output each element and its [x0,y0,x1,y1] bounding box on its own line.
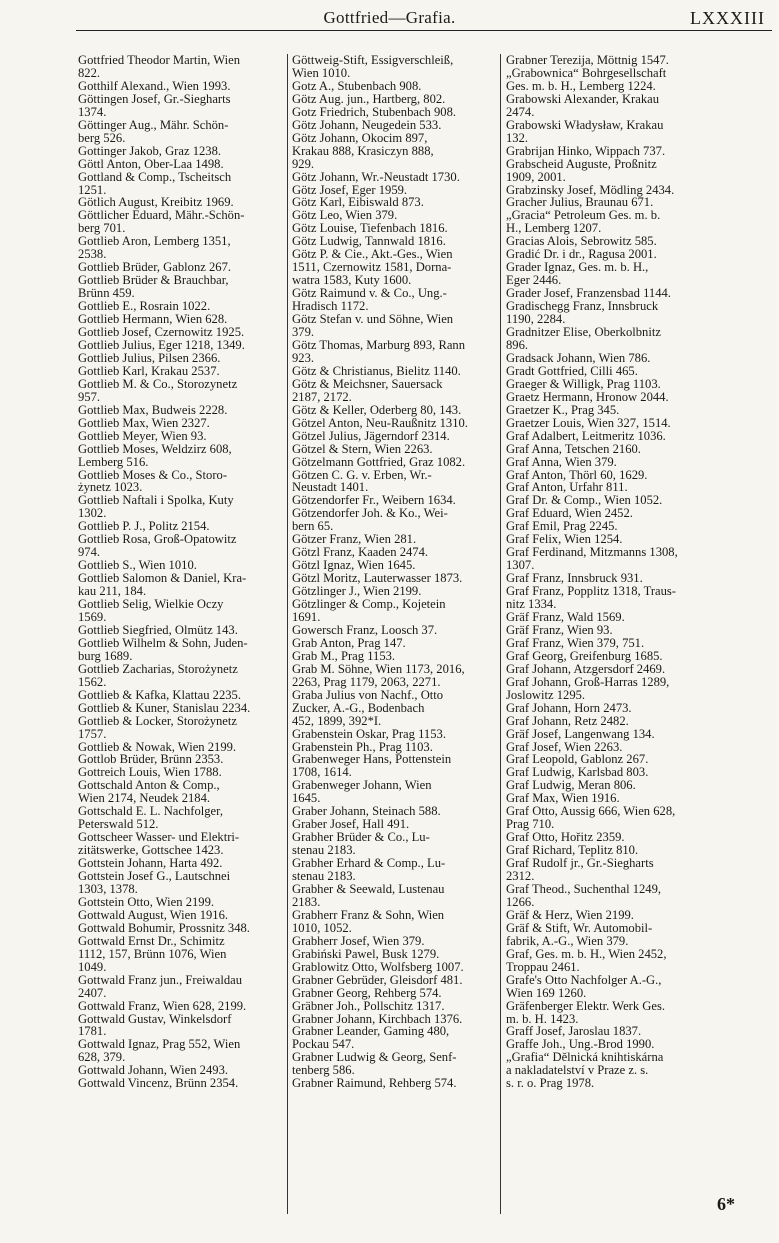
directory-entry-line: 1691. [292,609,321,624]
header-rule [76,30,772,31]
directory-entry-line: Troppau 2461. [506,959,580,974]
directory-entry-line: Götz Johann, Okocim 897, [292,130,428,145]
directory-entry-line: Gottlieb Siegfried, Olmütz 143. [78,622,238,637]
directory-entry-line: Gotthilf Alexand., Wien 1993. [78,78,231,93]
directory-entry-line: Eger 2446. [506,273,562,288]
directory-entry-line: Gottlieb & Nowak, Wien 2199. [78,739,237,754]
directory-entry-line: burg 1689. [78,648,133,663]
directory-entry-line: 2474. [506,104,535,119]
directory-entry-line: Grafe's Otto Nachfolger A.-G., [506,972,662,987]
directory-entry-line: 379. [292,325,315,340]
directory-entry-line: 132. [506,130,529,145]
directory-entry-line: 1010, 1052. [292,920,352,935]
directory-entry-line: Graf Johann, Horn 2473. [506,700,632,715]
directory-entry-line: Grabowski Alexander, Krakau [506,91,660,106]
directory-entry-line: Peterswald 512. [78,817,159,832]
directory-entry-line: Gottlieb & Locker, Storożynetz [78,713,237,728]
directory-entry-line: Grabherr Josef, Wien 379. [292,933,425,948]
directory-entry-line: Graf Emil, Prag 2245. [506,519,618,534]
directory-entry-line: Graf Rudolf jr., Gr.-Siegharts [506,856,654,871]
directory-entry-line: 1303, 1378. [78,882,138,896]
directory-entry-line: Götlich August, Kreibitz 1969. [78,195,234,210]
column-1 [78,54,284,1090]
directory-entry-line: Gradnitzer Elise, Oberkolbnitz [506,325,661,340]
directory-entry-line: Gottschald Anton & Comp., [78,778,220,793]
directory-entry-line: Gottstein Josef G., Lautschnei [78,869,231,884]
directory-entry-line: Gottschald E. L. Nachfolger, [78,804,223,819]
directory-entry-line: 1757. [78,726,107,741]
directory-entry-line: nitz 1334. [506,597,557,612]
directory-entry-line: Krakau 888, Krasiczyn 888, [292,143,434,158]
directory-entry-line: Graf Georg, Greifenburg 1685. [506,648,663,663]
directory-entry-line: Götzendorfer Joh. & Ko., Wei- [292,506,448,521]
directory-entry-line: 1112, 157, Brünn 1076, Wien [78,946,227,961]
directory-entry-line: 1049. [78,959,107,974]
directory-entry-line: Gottwald Ernst Dr., Schimitz [78,933,225,948]
directory-entry-line: Graf Franz, Innsbruck 931. [506,571,643,586]
directory-entry-line: Götzl Moritz, Lauterwasser 1873. [292,571,463,586]
directory-entry-line: Gottlieb Zacharias, Storożynetz [78,661,238,676]
directory-entry-line: Gottwald Gustav, Winkelsdorf [78,1011,232,1026]
directory-entry-line: Götz Karl, Eibiswald 873. [292,195,424,210]
directory-entry-line: Graf Franz, Popplitz 1318, Traus- [506,584,677,599]
directory-entry-line: 2312. [506,869,535,884]
directory-entry-line: Prag 710. [506,817,555,832]
directory-entry-line: Ges. m. b. H., Lemberg 1224. [506,78,656,93]
directory-entry-line: zitätswerke, Gottschee 1423. [78,843,224,858]
directory-entry-line: tenberg 586. [292,1063,355,1078]
directory-entry-line: a nakladatelství v Praze z. s. [506,1063,649,1078]
directory-entry-line: Graeger & Willigk, Prag 1103. [506,376,661,391]
directory-entry-line: Zucker, A.-G., Bodenbach [292,700,425,715]
directory-entry-line: Wien 2174, Neudek 2184. [78,791,211,806]
directory-entry-line: Gottlieb M. & Co., Storozynetz [78,376,238,391]
directory-entry-line: Göttlicher Eduard, Mähr.-Schön- [78,208,245,223]
directory-entry-line: 1374. [78,104,107,119]
directory-entry-line: Graf Johann, Atzgersdorf 2469. [506,661,666,676]
directory-entry-line: Gottlieb Moses, Weldzirz 608, [78,441,232,456]
directory-entry-line: Götz & Meichsner, Sauersack [292,376,443,391]
directory-entry-line: 2407. [78,985,107,1000]
directory-entry-line: Gottlob Brüder, Brünn 2353. [78,752,224,767]
directory-entry-line: Götz Thomas, Marburg 893, Rann [292,337,466,352]
directory-entry-line: Göttweig-Stift, Essigverschleiß, [292,53,454,67]
directory-entry-line: Grabenstein Oskar, Prag 1153. [292,726,446,741]
directory-entry-line: s. r. o. Prag 1978. [506,1076,595,1091]
column-divider [500,54,501,1214]
directory-entry-line: Gottwald Ignaz, Prag 552, Wien [78,1037,241,1052]
directory-entry-line: Grabenweger Hans, Pottenstein [292,752,452,767]
directory-entry-line: Graber Johann, Steinach 588. [292,804,441,819]
directory-entry-line: 1511, Czernowitz 1581, Dorna- [292,260,452,275]
signature-mark: 6* [717,1194,735,1214]
directory-entry-line: Grabenstein Ph., Prag 1103. [292,739,433,754]
directory-entry-line: Götzlinger & Comp., Kojetein [292,597,446,612]
directory-entry-line: Gottlieb Naftali i Spolka, Kuty [78,493,234,508]
directory-entry-line: Grabscheid Auguste, Proßnitz [506,156,657,171]
directory-entry-line: Grabner Gebrüder, Gleisdorf 481. [292,972,463,987]
directory-entry-line: Grader Ignaz, Ges. m. b. H., [506,260,649,275]
directory-entry-line: 1708, 1614. [292,765,352,780]
directory-entry-line: Graf Anton, Urfahr 811. [506,480,628,495]
directory-entry-line: Gottland & Comp., Tscheitsch [78,169,232,184]
directory-entry-line: Grabner Leander, Gaming 480, [292,1024,450,1039]
directory-entry-line: 1562. [78,674,107,689]
directory-entry-line: Götz Johann, Neugedein 533. [292,117,442,132]
directory-entry-line: Graf, Ges. m. b. H., Wien 2452, [506,946,667,961]
directory-entry-line: Gräfenberger Elektr. Werk Ges. [506,998,666,1013]
directory-entry-line: Graf Otto, Aussig 666, Wien 628, [506,804,676,819]
directory-entry-line: Gottlieb S., Wien 1010. [78,558,197,573]
directory-entry-line: Gradsack Johann, Wien 786. [506,350,651,365]
directory-entry-line: Grabzinsky Josef, Mödling 2434. [506,182,675,197]
directory-entry-line: Gottreich Louis, Wien 1788. [78,765,222,780]
directory-entry-line: 2183. [292,894,321,909]
directory-entry-line: Grabner Raimund, Rehberg 574. [292,1076,457,1091]
directory-entry-line: Graetzer Louis, Wien 327, 1514. [506,415,671,430]
directory-entry-line: Götzl Ignaz, Wien 1645. [292,558,416,573]
directory-entry-line: Hradisch 1172. [292,299,369,314]
directory-entry-line: Gottlieb Salomon & Daniel, Kra- [78,571,247,586]
directory-entry-line: Gottlieb Julius, Eger 1218, 1349. [78,337,245,352]
directory-entry-line: Gowersch Franz, Loosch 37. [292,622,438,637]
directory-entry-line: Grabrijan Hinko, Wippach 737. [506,143,666,158]
directory-entry-line: Grabenweger Johann, Wien [292,778,432,793]
directory-entry-line: Grabher Erhard & Comp., Lu- [292,856,446,871]
directory-entry-line: Gräf Franz, Wald 1569. [506,609,625,624]
directory-entry-line: Gottinger Jakob, Graz 1238. [78,143,222,158]
directory-entry-line: Graetz Hermann, Hronow 2044. [506,389,669,404]
directory-entry-line: żynetz 1023. [78,480,143,495]
directory-entry-line: 1190, 2284. [506,312,566,327]
directory-entry-line: 1307. [506,558,535,573]
directory-entry-line: 1909, 2001. [506,169,566,184]
directory-entry-line: Joslowitz 1295. [506,687,586,702]
directory-entry-line: Grabiński Pawel, Busk 1279. [292,946,440,961]
directory-entry-line: Götz Louise, Tiefenbach 1816. [292,221,448,236]
directory-entry-line: 923. [292,350,315,365]
directory-entry-line: Graf Ferdinand, Mitzmanns 1308, [506,545,678,560]
directory-entry-line: Grabner Ludwig & Georg, Senf- [292,1050,457,1065]
directory-entry-line: Gottwald Bohumir, Prossnitz 348. [78,920,250,935]
directory-entry-line: Graf Anna, Tetschen 2160. [506,441,641,456]
directory-entry-line: Gradischegg Franz, Innsbruck [506,299,659,314]
directory-entry-line: Graf Johann, Groß-Harras 1289, [506,674,670,689]
directory-entry-line: H., Lemberg 1207. [506,221,602,236]
directory-entry-line: Wien 169 1260. [506,985,587,1000]
directory-entry-line: Gottwald Vincenz, Brünn 2354. [78,1076,239,1091]
directory-entry-line: Gottwald Franz jun., Freiwaldau [78,972,243,987]
directory-entry-line: Graf Dr. & Comp., Wien 1052. [506,493,663,508]
directory-entry-line: Grabherr Franz & Sohn, Wien [292,907,445,922]
directory-entry-line: 1302. [78,506,107,521]
directory-entry-line: Gräbner Joh., Pollschitz 1317. [292,998,445,1013]
directory-entry-line: Gottlieb Josef, Czernowitz 1925. [78,325,245,340]
directory-entry-line: Graf Adalbert, Leitmeritz 1036. [506,428,666,443]
directory-entry-line: „Gracia“ Petroleum Ges. m. b. [506,208,661,223]
directory-entry-line: 2538. [78,247,107,262]
directory-entry-line: Göttinger Aug., Mähr. Schön- [78,117,229,132]
directory-entry-line: Grab M., Prag 1153. [292,648,396,663]
directory-entry-line: 822. [78,65,101,80]
directory-entry-line: Grablowitz Otto, Wolfsberg 1007. [292,959,464,974]
page-header [0,6,779,32]
directory-entry-line: Götzelmann Gottfried, Graz 1082. [292,454,466,469]
directory-entry-line: watra 1583, Kuty 1600. [292,273,412,288]
directory-entry-line: Gottlieb Selig, Wielkie Oczy [78,597,224,612]
directory-entry-line: 974. [78,545,101,560]
directory-entry-line: Gottlieb & Kuner, Stanislau 2234. [78,700,251,715]
directory-entry-line: Gottlieb Rosa, Groß-Opatowitz [78,532,237,547]
directory-entry-line: Graf Josef, Wien 2263. [506,739,623,754]
directory-entry-line: Wien 1010. [292,65,351,80]
directory-entry-line: Graf Richard, Teplitz 810. [506,843,639,858]
running-title: Gottfried—Grafia. [323,8,456,27]
page-number: LXXXIII [690,8,765,28]
directory-entry-line: Götzel Anton, Neu-Raußnitz 1310. [292,415,468,430]
directory-entry-line: Götz Aug. jun., Hartberg, 802. [292,91,446,106]
directory-entry-line: Gottlieb Wilhelm & Sohn, Juden- [78,635,248,650]
directory-entry-line: Graf Ludwig, Karlsbad 803. [506,765,649,780]
directory-entry-line: 1781. [78,1024,107,1039]
directory-entry-line: Grabher Brüder & Co., Lu- [292,830,430,845]
directory-entry-line: Götz Stefan v. und Söhne, Wien [292,312,454,327]
directory-entry-line: Graf Eduard, Wien 2452. [506,506,633,521]
directory-entry-line: Gottlieb Brüder, Gablonz 267. [78,260,232,275]
directory-entry-line: „Grafia“ Dělnická knihtiskárna [506,1050,664,1065]
directory-entry-line: Göttl Anton, Ober-Laa 1498. [78,156,224,171]
directory-entry-line: „Grabownica“ Bohrgesellschaft [506,65,667,80]
directory-entry-line: Götz & Keller, Oderberg 80, 143. [292,402,462,417]
directory-entry-line: Götzen C. G. v. Erben, Wr.- [292,467,432,482]
directory-entry-line: Gottlieb Julius, Pilsen 2366. [78,350,221,365]
directory-entry-line: Götz P. & Cie., Akt.-Ges., Wien [292,247,453,262]
directory-entry-line: Gottlieb E., Rosrain 1022. [78,299,211,314]
directory-entry-line: Gottlieb Max, Wien 2327. [78,415,210,430]
directory-entry-line: Gottstein Johann, Harta 492. [78,856,223,871]
directory-entry-line: Graf Johann, Retz 2482. [506,713,629,728]
directory-entry-line: Gottlieb & Kafka, Klattau 2235. [78,687,241,702]
directory-entry-line: Grabner Terezija, Möttnig 1547. [506,53,669,67]
directory-entry-line: Göttingen Josef, Gr.-Siegharts [78,91,231,106]
directory-entry-line: Götz Johann, Wr.-Neustadt 1730. [292,169,460,184]
directory-entry-line: 929. [292,156,315,171]
directory-entry-line: Pockau 547. [292,1037,355,1052]
directory-entry-line: Gottlieb Moses & Co., Storo- [78,467,228,482]
directory-entry-line: Grabner Georg, Rehberg 574. [292,985,442,1000]
directory-entry-line: Grabher & Seewald, Lustenau [292,882,445,896]
directory-entry-line: Graf Max, Wien 1916. [506,791,620,806]
directory-entry-line: Götz Ludwig, Tannwald 1816. [292,234,446,249]
directory-entry-line: Götzel & Stern, Wien 2263. [292,441,433,456]
directory-entry-line: Götzl Franz, Kaaden 2474. [292,545,429,560]
directory-entry-line: Gottlieb Meyer, Wien 93. [78,428,207,443]
directory-entry-line: 1266. [506,894,535,909]
directory-entry-line: stenau 2183. [292,843,356,858]
directory-entry-line: Götz & Christianus, Bielitz 1140. [292,363,461,378]
directory-entry-line: Gottlieb Hermann, Wien 628. [78,312,228,327]
directory-entry-line: Gotz A., Stubenbach 908. [292,78,422,93]
directory-entry-line: Graf Otto, Hořitz 2359. [506,830,625,845]
directory-entry-line: Gottlieb Karl, Krakau 2537. [78,363,220,378]
directory-entry-line: 957. [78,389,101,404]
directory-entry-line: Graf Felix, Wien 1254. [506,532,623,547]
directory-entry-line: Graf Theod., Suchenthal 1249, [506,882,662,896]
directory-entry-line: Gräf & Herz, Wien 2199. [506,907,634,922]
directory-entry-line: Gottfried Theodor Martin, Wien [78,53,241,67]
directory-entry-line: Götzel Julius, Jägerndorf 2314. [292,428,450,443]
directory-entry-line: Gracher Julius, Braunau 671. [506,195,654,210]
directory-entry-line: Götz Leo, Wien 379. [292,208,398,223]
directory-entry-line: Gradić Dr. i dr., Ragusa 2001. [506,247,657,262]
directory-entry-line: Grabowski Władysław, Krakau [506,117,664,132]
directory-entry-line: Götz Raimund v. & Co., Ung.- [292,286,447,301]
directory-entry-line: Graf Franz, Wien 379, 751. [506,635,645,650]
directory-entry-line: Graf Ludwig, Meran 806. [506,778,636,793]
directory-entry-line: Brünn 459. [78,286,135,301]
directory-entry-line: Gottscheer Wasser- und Elektri- [78,830,240,845]
directory-entry-line: Gottlieb Brüder & Brauchbar, [78,273,229,288]
directory-entry-line: kau 211, 184. [78,584,147,599]
directory-entry-line: fabrik, A.-G., Wien 379. [506,933,629,948]
directory-entry-line: 452, 1899, 392*I. [292,713,382,728]
column-2 [292,54,495,1090]
directory-entry-line: berg 701. [78,221,126,236]
directory-entry-line: Gottwald Johann, Wien 2493. [78,1063,229,1078]
directory-entry-line: Graf Anton, Thörl 60, 1629. [506,467,648,482]
column-3 [506,54,712,1090]
directory-entry-line: Götz Josef, Eger 1959. [292,182,408,197]
directory-entry-line: 1251. [78,182,107,197]
directory-entry-line: 896. [506,337,529,352]
directory-entry-line: Grabner Johann, Kirchbach 1376. [292,1011,463,1026]
directory-entry-line: Götzendorfer Fr., Weibern 1634. [292,493,456,508]
directory-entry-line: Graf Leopold, Gablonz 267. [506,752,649,767]
directory-entry-line: Gracias Alois, Sebrowitz 585. [506,234,657,249]
directory-entry-line: 628, 379. [78,1050,126,1065]
directory-entry-line: bern 65. [292,519,334,534]
directory-entry-line: berg 526. [78,130,126,145]
directory-entry-line: 1645. [292,791,321,806]
directory-entry-line: Grader Josef, Franzensbad 1144. [506,286,671,301]
directory-entry-line: Gotz Friedrich, Stubenbach 908. [292,104,457,119]
directory-entry-line: Graetzer K., Prag 345. [506,402,620,417]
directory-entry-line: Gottlieb Aron, Lemberg 1351, [78,234,231,249]
directory-entry-line: Gräf Franz, Wien 93. [506,622,613,637]
directory-entry-line: Graber Josef, Hall 491. [292,817,410,832]
directory-entry-line: 2187, 2172. [292,389,352,404]
column-divider [287,54,288,1214]
directory-entry-line: Gräf & Stift, Wr. Automobil- [506,920,653,935]
directory-entry-line: stenau 2183. [292,869,356,884]
directory-entry-line: Gottwald August, Wien 1916. [78,907,229,922]
directory-entry-line: 1569. [78,609,107,624]
directory-entry-line: Gottlieb Max, Budweis 2228. [78,402,228,417]
directory-entry-line: Gradt Gottfried, Cilli 465. [506,363,638,378]
directory-entry-line: Gottwald Franz, Wien 628, 2199. [78,998,247,1013]
directory-entry-line: m. b. H. 1423. [506,1011,579,1026]
directory-entry-line: Lemberg 516. [78,454,149,469]
directory-entry-line: Götzlinger J., Wien 2199. [292,584,422,599]
directory-entry-line: Grab M. Söhne, Wien 1173, 2016, [292,661,465,676]
directory-entry-line: 2263, Prag 1179, 2063, 2271. [292,674,441,689]
directory-entry-line: Neustadt 1401. [292,480,369,495]
directory-entry-line: Graba Julius von Nachf., Otto [292,687,444,702]
directory-entry-line: Grab Anton, Prag 147. [292,635,406,650]
directory-entry-line: Gottlieb P. J., Politz 2154. [78,519,210,534]
directory-entry-line: Gottstein Otto, Wien 2199. [78,894,215,909]
directory-entry-line: Gräf Josef, Langenwang 134. [506,726,655,741]
directory-entry-line: Graffe Joh., Ung.-Brod 1990. [506,1037,655,1052]
directory-entry-line: Götzer Franz, Wien 281. [292,532,417,547]
directory-entry-line: Graff Josef, Jaroslau 1837. [506,1024,642,1039]
directory-entry-line: Graf Anna, Wien 379. [506,454,617,469]
